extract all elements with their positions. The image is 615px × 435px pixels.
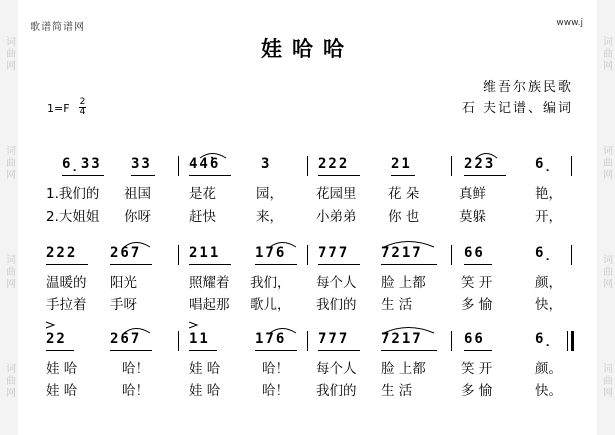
notes-bar-2a: 44̇6 [189,156,221,172]
accent-mark [46,322,54,328]
beam [464,350,492,351]
notes-bar-1b: 33 [131,156,152,172]
beam [46,264,88,265]
notes-bar-2b: 3 [261,156,272,172]
lyric-v2: 我们的 [316,383,357,399]
notes-bar-12b: 6̣ [535,331,554,347]
barline [178,245,179,265]
watermark-text: 词曲网 [600,36,612,73]
left-watermark-column [0,0,18,435]
lyric-v1: 娃 哈 [46,361,78,377]
notes-bar-9a: 22 [46,331,67,347]
watermark-text: 词曲网 [600,145,612,182]
beam [110,264,152,265]
notes-bar-7a: 777 [318,245,350,261]
beam [189,350,217,351]
barline [451,331,452,351]
lyric-v2: 你 也 [388,209,420,225]
barline [571,156,572,176]
time-signature [79,98,86,117]
song-origin: 维吾尔族民歌 [482,80,573,95]
time-signature-bottom: 4 [79,107,86,117]
final-barline-thick [571,331,574,351]
lyric-v2: 开， [535,209,562,225]
beam [318,264,360,265]
barline [178,156,179,176]
notes-bar-11b: 7217 [381,331,423,347]
notes-bar-4b: 6̣ [535,156,554,172]
lyric-v2: 生 活 [381,297,413,313]
notes-bar-3a: 222 [318,156,350,172]
lyric-v2: 快。 [535,383,562,399]
lyric-v2: 手呀 [110,297,137,313]
lyric-v2: 生 活 [381,383,413,399]
beam [189,175,231,176]
watermark-text: 词曲网 [3,253,15,290]
notes-bar-6b: 176 [255,245,287,261]
beam [318,175,360,176]
beam [189,264,231,265]
lyric-v2: 2.大姐姐 [46,209,100,225]
lyric-v1: 照耀着 [189,275,230,291]
notes-bar-5b: 267 [110,245,142,261]
barline [451,156,452,176]
lyric-v1: 脸 上都 [381,275,426,291]
beam [381,264,437,265]
lyric-v2: 来， [256,209,283,225]
site-url: www.j [556,18,583,28]
time-signature-top: 2 [79,97,86,107]
lyric-v1: 艳， [535,186,562,202]
right-watermark-column [597,0,615,435]
lyric-v1: 祖国 [124,186,151,202]
lyric-v2: 小弟弟 [316,209,357,225]
watermark-text: 词曲网 [600,253,612,290]
lyric-v2: 娃 哈 [189,383,221,399]
notes-bar-10a: 11 [189,331,210,347]
lyric-v1: 真鲜 [459,186,486,202]
notes-bar-9b: 267 [110,331,142,347]
notes-bar-10b: 176 [255,331,287,347]
notes-bar-8b: 6̣ [535,245,554,261]
lyric-v2: 赶快 [189,209,216,225]
watermark-text: 词曲网 [600,362,612,399]
watermark-text: 词曲网 [3,145,15,182]
lyric-v2: 多 愉 [461,383,493,399]
beam [255,350,297,351]
lyric-v1: 每个人 [316,361,357,377]
lyric-v1: 娃 哈 [189,361,221,377]
lyric-v1: 1.我们的 [46,186,100,202]
beam [464,264,492,265]
lyric-v1: 笑 开 [461,361,493,377]
watermark-text: 词曲网 [3,362,15,399]
lyric-v1: 花园里 [316,186,357,202]
beam [46,350,74,351]
beam [464,175,506,176]
lyric-v2: 娃 哈 [46,383,78,399]
accent-mark [189,322,197,328]
watermark-text: 词曲网 [3,36,15,73]
lyric-v1: 脸 上都 [381,361,426,377]
song-title: 娃哈哈 [261,37,354,61]
barline [307,156,308,176]
lyric-v1: 阳光 [110,275,137,291]
notes-bar-1a: 6̣33 [62,156,102,172]
notes-bar-8a: 66 [464,245,485,261]
barline [307,331,308,351]
beam [391,175,415,176]
lyric-v2: 哈！ [122,383,149,399]
lyric-v1: 笑 开 [461,275,493,291]
notes-bar-4a: 223 [464,156,496,172]
notes-bar-7b: 7217 [381,245,423,261]
lyric-v1: 哈！ [122,361,149,377]
lyric-v1: 哈！ [262,361,289,377]
lyric-v2: 快， [535,297,562,313]
notes-bar-3b: 21 [391,156,412,172]
notes-bar-5a: 222 [46,245,78,261]
lyric-v2: 唱起那 [189,297,230,313]
lyric-v1: 园， [256,186,283,202]
key-signature: 1=F [47,102,70,115]
lyric-v2: 你呀 [124,209,151,225]
barline [307,245,308,265]
beam [381,350,437,351]
lyric-v2: 歌儿， [250,297,291,313]
lyric-v1: 温暖的 [46,275,87,291]
lyric-v1: 颜。 [535,361,562,377]
notes-bar-11a: 777 [318,331,350,347]
lyric-v1: 是花 [189,186,216,202]
lyric-v2: 手拉着 [46,297,87,313]
barline [451,245,452,265]
final-barline-thin [567,331,568,351]
site-name: 歌谱简谱网 [30,22,85,33]
lyric-v1: 我们， [250,275,291,291]
song-credit: 石 夫记谱、编词 [461,101,573,116]
lyric-v1: 每个人 [316,275,357,291]
beam [318,350,360,351]
beam [131,175,155,176]
lyric-v1: 花 朵 [388,186,420,202]
lyric-v2: 莫躲 [459,209,486,225]
beam [255,264,297,265]
beam [110,350,152,351]
lyric-v2: 我们的 [316,297,357,313]
barline [178,331,179,351]
barline [571,245,572,265]
notes-bar-12a: 66 [464,331,485,347]
lyric-v1: 颜， [535,275,562,291]
lyric-v2: 多 愉 [461,297,493,313]
notes-bar-6a: 211 [189,245,221,261]
lyric-v2: 哈！ [262,383,289,399]
beam [62,175,104,176]
